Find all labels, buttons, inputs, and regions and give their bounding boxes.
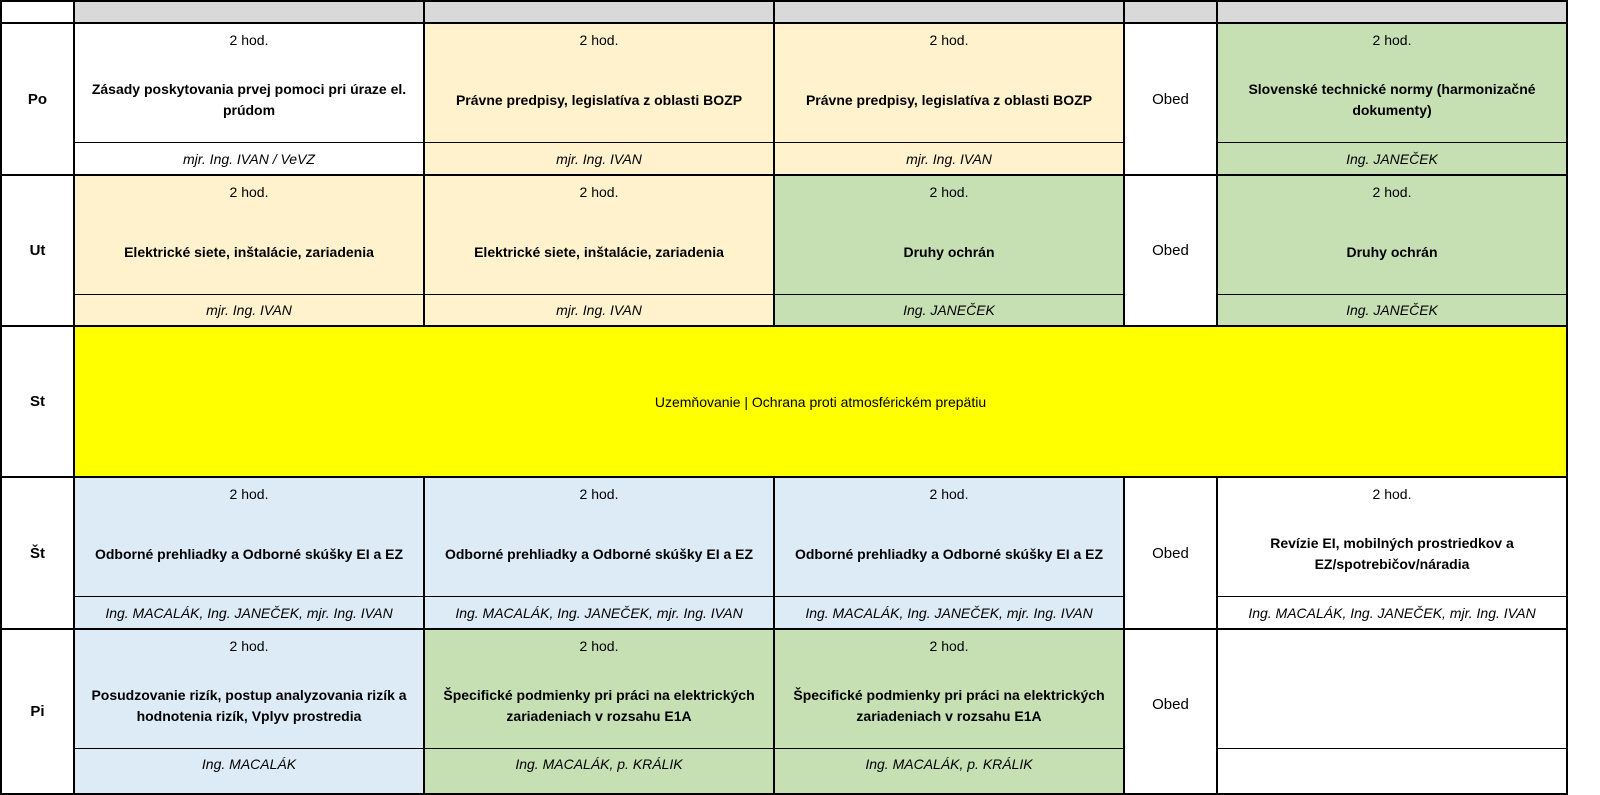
- header-slot-2: [423, 0, 775, 24]
- lesson-cell: [423, 22, 775, 176]
- lunch-break-cell: Obed: [1123, 22, 1218, 176]
- lesson-teacher: Ing. MACALÁK, Ing. JANEČEK, mjr. Ing. IVAN: [105, 604, 393, 621]
- day-label-ut: Ut: [0, 174, 75, 327]
- lesson-teacher: Ing. JANEČEK: [903, 302, 995, 318]
- lesson-hours: 2 hod.: [229, 184, 269, 200]
- lesson-teacher: mjr. Ing. IVAN: [906, 150, 992, 167]
- lesson-cell: [773, 476, 1125, 630]
- lesson-hours: 2 hod.: [929, 638, 969, 654]
- lesson-teacher: mjr. Ing. IVAN / VeVZ: [182, 150, 315, 167]
- lesson-cell: [773, 628, 1125, 795]
- lesson-hours: 2 hod.: [229, 638, 269, 654]
- lesson-cell: [73, 174, 425, 327]
- header-corner: [0, 0, 75, 24]
- lesson-cell: [1216, 22, 1568, 176]
- header-slot-4: [1216, 0, 1568, 24]
- day-label-po: Po: [0, 22, 75, 176]
- lesson-title: Druhy ochrán: [1346, 243, 1438, 260]
- lesson-title: Elektrické siete, inštalácie, zariadenia: [474, 243, 724, 260]
- lesson-title: Revízie EI, mobilných prostriedkov a EZ/spotrebičov/náradia: [1270, 535, 1514, 572]
- lesson-hours: 2 hod.: [579, 486, 619, 502]
- lesson-title: Druhy ochrán: [903, 243, 995, 260]
- header-lunch: [1123, 0, 1218, 24]
- lesson-cell: [773, 22, 1125, 176]
- lesson-title: Právne predpisy, legislatíva z oblasti BOZP: [455, 91, 743, 108]
- lesson-teacher: Ing. JANEČEK: [1346, 302, 1438, 318]
- lesson-teacher: mjr. Ing. IVAN: [556, 150, 642, 167]
- lesson-teacher: Ing. JANEČEK: [1346, 150, 1438, 167]
- lesson-cell: [1216, 476, 1568, 630]
- lesson-cell: [423, 476, 775, 630]
- lesson-cell: [73, 628, 425, 795]
- lesson-title: [1232, 664, 1552, 748]
- lesson-hours: 2 hod.: [579, 32, 619, 48]
- lesson-cell: [1216, 174, 1568, 327]
- lesson-hours: 2 hod.: [229, 32, 269, 48]
- lesson-hours: 2 hod.: [1372, 32, 1412, 48]
- lesson-title: Elektrické siete, inštalácie, zariadenia: [124, 243, 374, 260]
- lesson-cell: [73, 476, 425, 630]
- lesson-title: Slovenské technické normy (harmonizačné dokumenty): [1248, 81, 1536, 118]
- day-label-pi: Pi: [0, 628, 75, 795]
- lesson-hours: 2 hod.: [229, 486, 269, 502]
- lesson-title: Právne predpisy, legislatíva z oblasti BOZP: [805, 91, 1093, 108]
- lesson-title: Odborné prehliadky a Odborné skúšky EI a EZ: [794, 545, 1104, 562]
- lesson-teacher: Ing. MACALÁK, Ing. JANEČEK, mjr. Ing. IVAN: [455, 604, 743, 621]
- lesson-teacher: Ing. MACALÁK, Ing. JANEČEK, mjr. Ing. IVAN: [805, 604, 1093, 621]
- lunch-break-cell: Obed: [1123, 628, 1218, 795]
- full-day-banner: Uzemňovanie | Ochrana proti atmosférickém prepätiu: [73, 325, 1568, 478]
- lesson-title: Posudzovanie rizík, postup analyzovania rizík a hodnotenia rizík, Vplyv prostredia: [91, 687, 407, 724]
- lesson-title: Odborné prehliadky a Odborné skúšky EI a EZ: [444, 545, 754, 562]
- day-label-st: St: [0, 325, 75, 478]
- lesson-cell: [423, 628, 775, 795]
- lunch-break-cell: Obed: [1123, 476, 1218, 630]
- lesson-title: Odborné prehliadky a Odborné skúšky EI a EZ: [94, 545, 404, 562]
- lesson-teacher: [1218, 749, 1566, 779]
- lesson-title: Zásady poskytovania prvej pomoci pri úraze el. prúdom: [91, 81, 407, 118]
- day-label-stv: Št: [0, 476, 75, 630]
- lesson-cell-empty: [1216, 628, 1568, 795]
- lesson-hours: 2 hod.: [579, 184, 619, 200]
- lesson-teacher: mjr. Ing. IVAN: [206, 302, 292, 318]
- lesson-teacher: Ing. MACALÁK: [201, 756, 297, 772]
- lesson-cell: [73, 22, 425, 176]
- lesson-teacher: mjr. Ing. IVAN: [556, 302, 642, 318]
- lesson-teacher: Ing. MACALÁK, p. KRÁLIK: [865, 756, 1033, 772]
- lesson-hours: 2 hod.: [929, 184, 969, 200]
- lesson-teacher: Ing. MACALÁK, p. KRÁLIK: [515, 756, 683, 772]
- lunch-break-cell: Obed: [1123, 174, 1218, 327]
- lesson-title: Špecifické podmienky pri práci na elektrických zariadeniach v rozsahu E1A: [793, 687, 1105, 724]
- lesson-title: Špecifické podmienky pri práci na elektrických zariadeniach v rozsahu E1A: [443, 687, 755, 724]
- lesson-hours: 2 hod.: [1372, 184, 1412, 200]
- header-slot-1: [73, 0, 425, 24]
- lesson-hours: 2 hod.: [929, 486, 969, 502]
- lesson-teacher: Ing. MACALÁK, Ing. JANEČEK, mjr. Ing. IVAN: [1248, 604, 1536, 621]
- header-slot-3: [773, 0, 1125, 24]
- lesson-cell: [423, 174, 775, 327]
- lesson-hours: 2 hod.: [579, 638, 619, 654]
- lesson-hours: 2 hod.: [929, 32, 969, 48]
- lesson-hours: 2 hod.: [1372, 486, 1412, 502]
- lesson-cell: [773, 174, 1125, 327]
